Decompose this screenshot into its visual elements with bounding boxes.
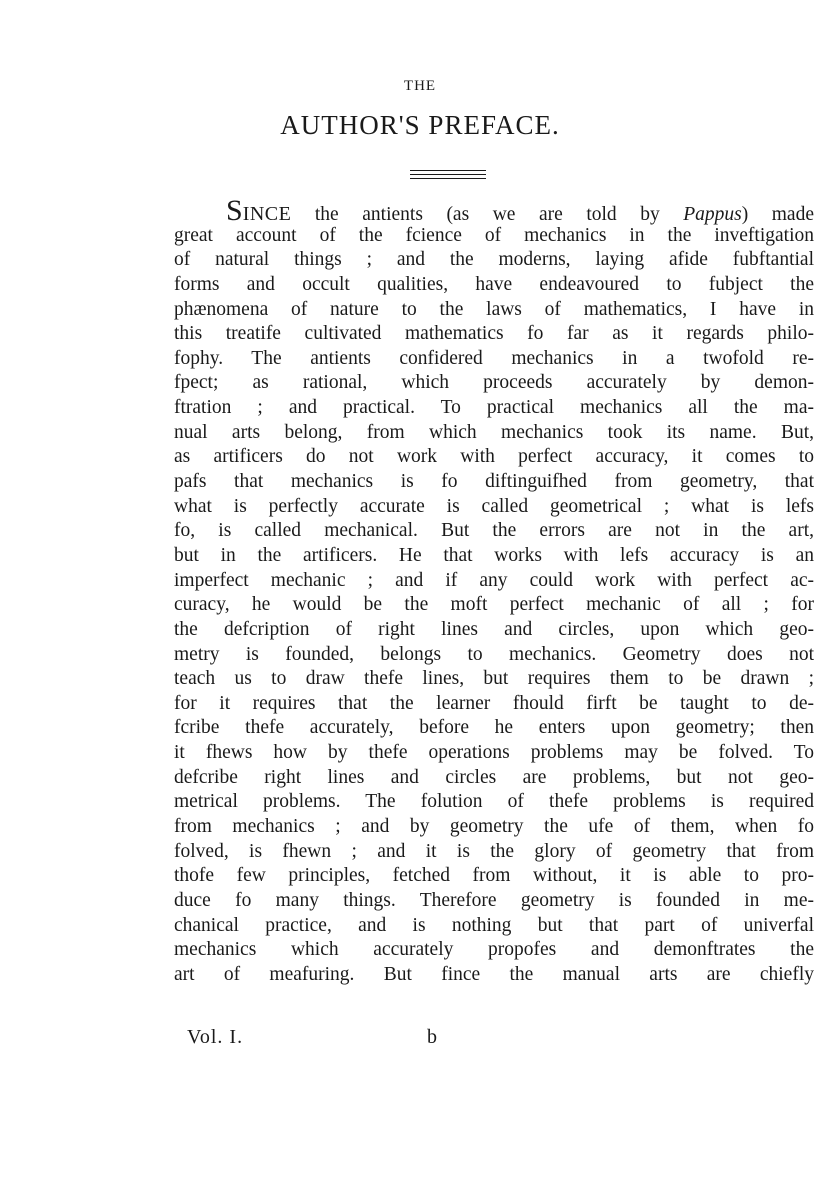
body-line: the defcription of right lines and circles, upon which geo- — [174, 618, 814, 640]
body-line: fcribe thefe accurately, before he enters upon geometry; then — [174, 717, 814, 739]
body-line: metry is founded, belongs to mechanics. Geometry does not — [174, 643, 814, 665]
signature-mark: b — [427, 1026, 437, 1048]
volume-label: Vol. I. — [187, 1026, 244, 1048]
first-line-text-b: ) made — [741, 204, 814, 225]
body-line: folved, is fhewn ; and it is the glory of geometry that from — [174, 840, 814, 862]
title-divider-middle — [410, 174, 486, 175]
body-line: fo, is called mechanical. But the errors are not in the art, — [174, 520, 814, 542]
body-line: great account of the fcience of mechanics in the inveftigation — [174, 224, 814, 246]
body-line: for it requires that the learner fhould firft be taught to de- — [174, 692, 814, 714]
body-line: teach us to draw thefe lines, but requires them to be drawn ; — [174, 668, 814, 690]
title-divider-top — [410, 170, 486, 171]
body-line: it fhews how by thefe operations problems may be folved. To — [174, 742, 814, 764]
body-line: as artificers do not work with perfect accuracy, it comes to — [174, 446, 814, 468]
body-line: art of meafuring. But fince the manual arts are chiefly — [174, 963, 814, 985]
page-title: AUTHOR'S PREFACE. — [280, 110, 560, 140]
body-line: defcribe right lines and circles are problems, but not geo- — [174, 766, 814, 788]
body-line: phænomena of nature to the laws of mathematics, I have in — [174, 298, 814, 320]
body-line: this treatife cultivated mathematics fo far as it regards philo- — [174, 323, 814, 345]
first-word-rest: INCE — [242, 203, 292, 225]
title-divider-bottom — [410, 178, 486, 179]
body-line: metrical problems. The folution of thefe problems is required — [174, 791, 814, 813]
preface-body — [174, 194, 814, 988]
first-line-text-a: the antients (as we are told by — [291, 204, 684, 225]
body-line: mechanics which accurately propofes and demonftrates the — [174, 939, 814, 961]
body-line-first — [174, 194, 814, 227]
body-line: from mechanics ; and by geometry the ufe of them, when fo — [174, 816, 814, 838]
body-line: curacy, he would be the moft perfect mechanic of all ; for — [174, 594, 814, 616]
first-line-italic-name: Pappus — [683, 204, 742, 225]
body-line: chanical practice, and is nothing but that part of univerfal — [174, 914, 814, 936]
body-line: fpect; as rational, which proceeds accurately by demon- — [174, 372, 814, 394]
body-line: pafs that mechanics is fo diftinguifhed from geometry, that — [174, 471, 814, 493]
body-line: fophy. The antients confidered mechanics in a twofold re- — [174, 347, 814, 369]
body-line: of natural things ; and the moderns, laying afide fubftantial — [174, 249, 814, 271]
body-line: what is perfectly accurate is called geometrical ; what is lefs — [174, 495, 814, 517]
body-line: duce fo many things. Therefore geometry is founded in me- — [174, 889, 814, 911]
body-line: thofe few principles, fetched from without, it is able to pro- — [174, 865, 814, 887]
body-line: imperfect mechanic ; and if any could work with perfect ac- — [174, 569, 814, 591]
drop-cap: S — [226, 194, 243, 227]
body-line: forms and occult qualities, have endeavoured to fubject the — [174, 273, 814, 295]
body-line: ftration ; and practical. To practical mechanics all the ma- — [174, 397, 814, 419]
pre-title: THE — [403, 78, 437, 94]
body-line: nual arts belong, from which mechanics took its name. But, — [174, 421, 814, 443]
body-line: but in the artificers. He that works with lefs accuracy is an — [174, 544, 814, 566]
